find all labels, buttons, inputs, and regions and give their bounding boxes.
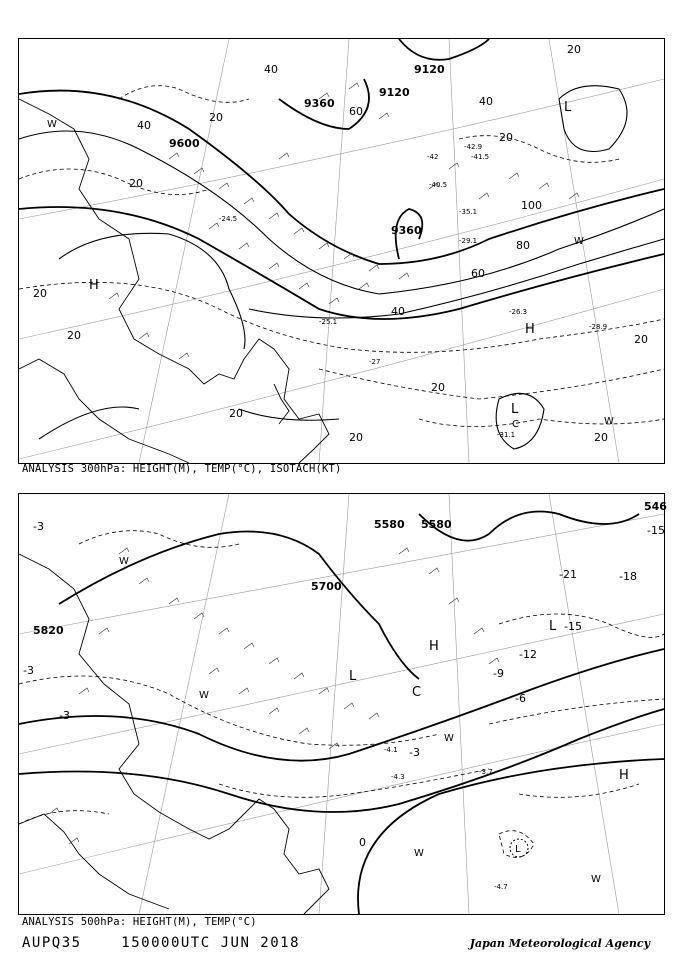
map-panel-500hpa (18, 493, 665, 915)
isotach-label: 40 (137, 119, 151, 132)
isotach-label: 20 (209, 111, 223, 124)
height-label: 9360 (391, 224, 422, 237)
temp-label: -4.7 (494, 883, 508, 891)
height-label: 9120 (414, 63, 445, 76)
agency-name: Japan Meteorological Agency (469, 937, 650, 950)
high-center-symbol: H (619, 768, 629, 783)
product-id: AUPQ35 (22, 935, 82, 951)
low-center-symbol: L (549, 619, 557, 634)
isotach-label: 20 (567, 43, 581, 56)
height-labels (169, 63, 448, 237)
height-label: 9600 (169, 137, 200, 150)
low-center-symbol: L (515, 844, 521, 855)
temp-label: -3 (23, 664, 34, 677)
height-label: 5580 (374, 518, 405, 531)
temp-label: -41.5 (471, 153, 490, 161)
temp-label: -4.3 (391, 773, 405, 781)
wind-barbs (49, 548, 499, 844)
temp-label: -3 (33, 520, 44, 533)
warm-symbol: W (199, 690, 209, 701)
isotach-label: 20 (499, 131, 513, 144)
warm-symbol: W (47, 119, 57, 130)
temp-label: -15 (564, 620, 582, 633)
isotach-label: 20 (349, 431, 363, 444)
isotach-label: 20 (634, 333, 648, 346)
panel-300-caption: ANALYSIS 300hPa: HEIGHT(M), TEMP(°C), ISOTACH(KT) (22, 463, 342, 475)
isotachs (19, 86, 664, 449)
map-300hpa-canvas (19, 39, 664, 463)
temp-label: -6 (515, 692, 526, 705)
coastline (19, 99, 329, 463)
height-label: 5700 (311, 580, 342, 593)
temp-label: -28.9 (589, 323, 608, 331)
panel-500-caption: ANALYSIS 500hPa: HEIGHT(M), TEMP(°C) (22, 916, 257, 928)
temp-label: -24.5 (219, 215, 238, 223)
temp-label: -26.3 (509, 308, 528, 316)
cold-symbol: C (512, 419, 519, 430)
warm-symbol: W (604, 416, 614, 427)
temp-label: -27 (369, 358, 381, 366)
height-label: 9360 (304, 97, 335, 110)
valid-time: 150000UTC JUN 2018 (121, 935, 301, 951)
pressure-centers (119, 556, 629, 885)
temp-label: -12 (519, 648, 537, 661)
height-label: 5580 (421, 518, 452, 531)
isotach-label: 60 (471, 267, 485, 280)
isotach-label: 20 (431, 381, 445, 394)
temp-label: -29.1 (459, 237, 478, 245)
isotach-label: 60 (349, 105, 363, 118)
low-center-symbol: L (349, 669, 357, 684)
graticule (19, 494, 664, 914)
isotach-label: 20 (129, 177, 143, 190)
high-center-symbol: H (89, 278, 99, 293)
isotach-label: 40 (391, 305, 405, 318)
temp-label: -15 (647, 524, 665, 537)
temp-label: -18 (619, 570, 637, 583)
isotach-label: 20 (594, 431, 608, 444)
isotach-labels (33, 43, 648, 444)
temperature-labels (219, 143, 607, 439)
temp-label: -42.9 (464, 143, 483, 151)
isotach-label: 20 (229, 407, 243, 420)
warm-symbol: W (414, 848, 424, 859)
coastline (19, 554, 329, 914)
warm-symbol: W (591, 874, 601, 885)
temp-label: -3.7 (479, 768, 493, 776)
isotach-label: 20 (33, 287, 47, 300)
temp-label: -4.1 (384, 746, 398, 754)
temp-label: -42 (427, 153, 439, 161)
map-panel-300hpa (18, 38, 665, 464)
temp-label: -25.1 (319, 318, 338, 326)
temp-label: -3 (409, 746, 420, 759)
temp-label: -40.5 (429, 181, 448, 189)
product-header (22, 935, 300, 951)
map-500hpa-canvas (19, 494, 667, 914)
isotach-label: 20 (67, 329, 81, 342)
low-center-symbol: L (564, 100, 572, 115)
height-label: 9120 (379, 86, 410, 99)
warm-symbol: W (119, 556, 129, 567)
high-center-symbol: H (429, 639, 439, 654)
temp-label: -21 (559, 568, 577, 581)
temp-label: -31.1 (497, 431, 516, 439)
temperature-labels (23, 520, 665, 891)
temp-label: -9 (493, 667, 504, 680)
height-label: 5820 (33, 624, 64, 637)
warm-symbol: W (574, 236, 584, 247)
temp-label: -3 (59, 709, 70, 722)
temp-label: -35.1 (459, 208, 478, 216)
temp-label: 0 (359, 836, 366, 849)
high-center-symbol: H (525, 322, 535, 337)
isotach-label: 40 (479, 95, 493, 108)
isotach-label: 100 (521, 199, 542, 212)
height-contours (19, 39, 664, 319)
height-label: 546 (644, 500, 667, 513)
isotach-label: 40 (264, 63, 278, 76)
low-center-symbol: L (511, 402, 519, 417)
cold-center-symbol: C (412, 685, 422, 700)
isotach-label: 80 (516, 239, 530, 252)
warm-symbol: W (444, 733, 454, 744)
